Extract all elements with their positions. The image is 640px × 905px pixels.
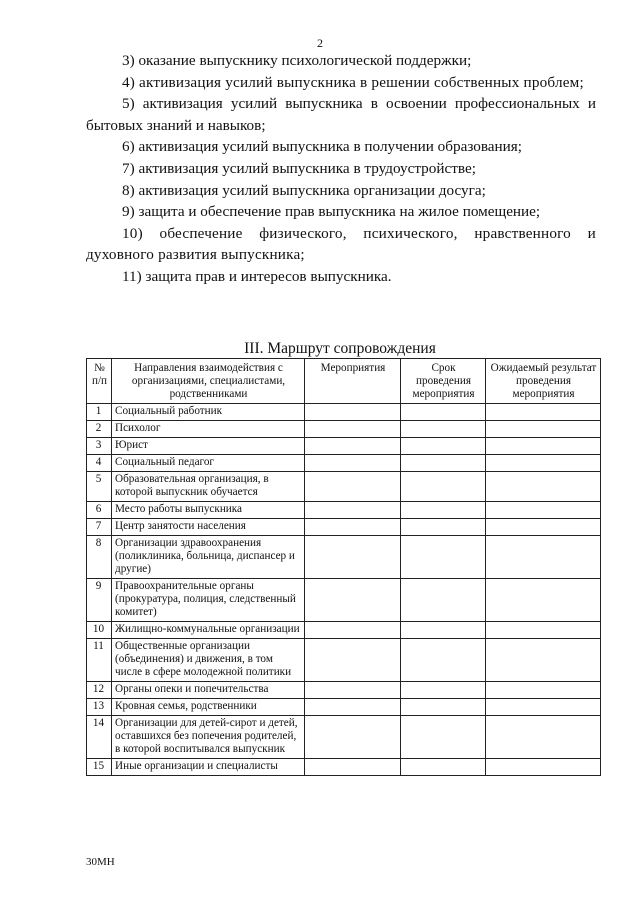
row-activities-cell	[305, 622, 401, 639]
row-result-cell	[486, 759, 601, 776]
row-direction-cell: Кровная семья, родственники	[112, 699, 305, 716]
table-row	[87, 455, 601, 472]
row-result-cell	[486, 438, 601, 455]
row-result-cell	[486, 536, 601, 579]
row-number-cell: 7	[87, 519, 112, 536]
row-direction-cell: Иные организации и специалисты	[112, 759, 305, 776]
row-result-cell	[486, 502, 601, 519]
row-activities-cell	[305, 536, 401, 579]
row-deadline-cell	[401, 455, 486, 472]
table-row	[87, 579, 601, 622]
row-result-cell	[486, 639, 601, 682]
header-number: № п/п	[87, 359, 112, 404]
table-row	[87, 682, 601, 699]
row-direction-cell: Организации для детей-сирот и детей, оставшихся без попечения родителей, в которой воспитывался выпускник	[112, 716, 305, 759]
table-row	[87, 519, 601, 536]
table-row	[87, 472, 601, 502]
table-row	[87, 759, 601, 776]
row-activities-cell	[305, 716, 401, 759]
row-activities-cell	[305, 682, 401, 699]
header-expected-result: Ожидаемый результат проведения мероприятия	[486, 359, 601, 404]
row-result-cell	[486, 699, 601, 716]
row-number-cell: 4	[87, 455, 112, 472]
row-number-cell: 14	[87, 716, 112, 759]
row-number-cell: 3	[87, 438, 112, 455]
row-number-cell: 8	[87, 536, 112, 579]
table-row	[87, 502, 601, 519]
row-number-cell: 13	[87, 699, 112, 716]
row-number-cell: 9	[87, 579, 112, 622]
table-row	[87, 716, 601, 759]
row-activities-cell	[305, 438, 401, 455]
row-deadline-cell	[401, 536, 486, 579]
footer-code: 30МН	[86, 856, 115, 868]
row-direction-cell: Юрист	[112, 438, 305, 455]
row-deadline-cell	[401, 421, 486, 438]
row-deadline-cell	[401, 502, 486, 519]
paragraph-item-10: 10) обеспечение физического, психического, нравственного и духовного развития выпускника;	[86, 224, 596, 264]
row-deadline-cell	[401, 699, 486, 716]
row-result-cell	[486, 404, 601, 421]
row-direction-cell: Социальный работник	[112, 404, 305, 421]
row-deadline-cell	[401, 759, 486, 776]
row-result-cell	[486, 682, 601, 699]
row-direction-cell: Жилищно-коммунальные организации	[112, 622, 305, 639]
body-text	[86, 50, 596, 288]
row-number-cell: 10	[87, 622, 112, 639]
table-row	[87, 536, 601, 579]
row-deadline-cell	[401, 472, 486, 502]
row-deadline-cell	[401, 519, 486, 536]
section-title: III. Маршрут сопровождения	[244, 340, 436, 357]
row-activities-cell	[305, 639, 401, 682]
header-deadline: Срок проведения мероприятия	[401, 359, 486, 404]
row-direction-cell: Общественные организации (объединения) и движения, в том числе в сфере молодежной политики	[112, 639, 305, 682]
row-direction-cell: Центр занятости населения	[112, 519, 305, 536]
row-number-cell: 6	[87, 502, 112, 519]
paragraph-item-5: 5) активизация усилий выпускника в освоении профессиональных и бытовых знаний и навыков;	[86, 95, 596, 134]
paragraph-item-3: 3) оказание выпускнику психологической поддержки;	[122, 52, 472, 69]
row-number-cell: 12	[87, 682, 112, 699]
row-direction-cell: Место работы выпускника	[112, 502, 305, 519]
table-header-row	[87, 359, 601, 404]
row-activities-cell	[305, 579, 401, 622]
row-activities-cell	[305, 455, 401, 472]
row-number-cell: 15	[87, 759, 112, 776]
header-activities: Мероприятия	[305, 359, 401, 404]
paragraph-item-7: 7) активизация усилий выпускника в трудоустройстве;	[122, 159, 476, 177]
table-row	[87, 404, 601, 421]
row-deadline-cell	[401, 579, 486, 622]
table-row	[87, 421, 601, 438]
row-activities-cell	[305, 502, 401, 519]
row-direction-cell: Правоохранительные органы (прокуратура, полиция, следственный комитет)	[112, 579, 305, 622]
table-body	[87, 404, 601, 776]
row-activities-cell	[305, 759, 401, 776]
row-result-cell	[486, 421, 601, 438]
table-row	[87, 699, 601, 716]
paragraph-item-11: 11) защита прав и интересов выпускника.	[122, 267, 392, 285]
row-activities-cell	[305, 519, 401, 536]
paragraph-item-8: 8) активизация усилий выпускника организации досуга;	[122, 181, 486, 199]
row-result-cell	[486, 622, 601, 639]
row-result-cell	[486, 519, 601, 536]
header-direction: Направления взаимодействия с организациями, специалистами, родственниками	[112, 359, 305, 404]
table-row	[87, 622, 601, 639]
row-activities-cell	[305, 699, 401, 716]
table-row	[87, 639, 601, 682]
row-result-cell	[486, 455, 601, 472]
row-deadline-cell	[401, 639, 486, 682]
row-number-cell: 2	[87, 421, 112, 438]
route-table	[86, 358, 601, 776]
row-direction-cell: Образовательная организация, в которой выпускник обучается	[112, 472, 305, 502]
row-number-cell: 1	[87, 404, 112, 421]
row-activities-cell	[305, 404, 401, 421]
row-deadline-cell	[401, 716, 486, 759]
row-activities-cell	[305, 421, 401, 438]
row-number-cell: 5	[87, 472, 112, 502]
row-result-cell	[486, 472, 601, 502]
row-result-cell	[486, 579, 601, 622]
page-number: 2	[317, 36, 323, 50]
row-direction-cell: Психолог	[112, 421, 305, 438]
row-activities-cell	[305, 472, 401, 502]
row-number-cell: 11	[87, 639, 112, 682]
row-direction-cell: Социальный педагог	[112, 455, 305, 472]
row-deadline-cell	[401, 404, 486, 421]
row-direction-cell: Органы опеки и попечительства	[112, 682, 305, 699]
paragraph-item-4: 4) активизация усилий выпускника в решении собственных проблем;	[122, 73, 584, 91]
table-row	[87, 438, 601, 455]
paragraph-item-6: 6) активизация усилий выпускника в получении образования;	[122, 138, 523, 156]
row-deadline-cell	[401, 622, 486, 639]
row-direction-cell: Организации здравоохранения (поликлиника, больница, диспансер и другие)	[112, 536, 305, 579]
row-result-cell	[486, 716, 601, 759]
row-deadline-cell	[401, 438, 486, 455]
row-deadline-cell	[401, 682, 486, 699]
paragraph-item-9: 9) защита и обеспечение прав выпускника на жилое помещение;	[122, 203, 541, 221]
